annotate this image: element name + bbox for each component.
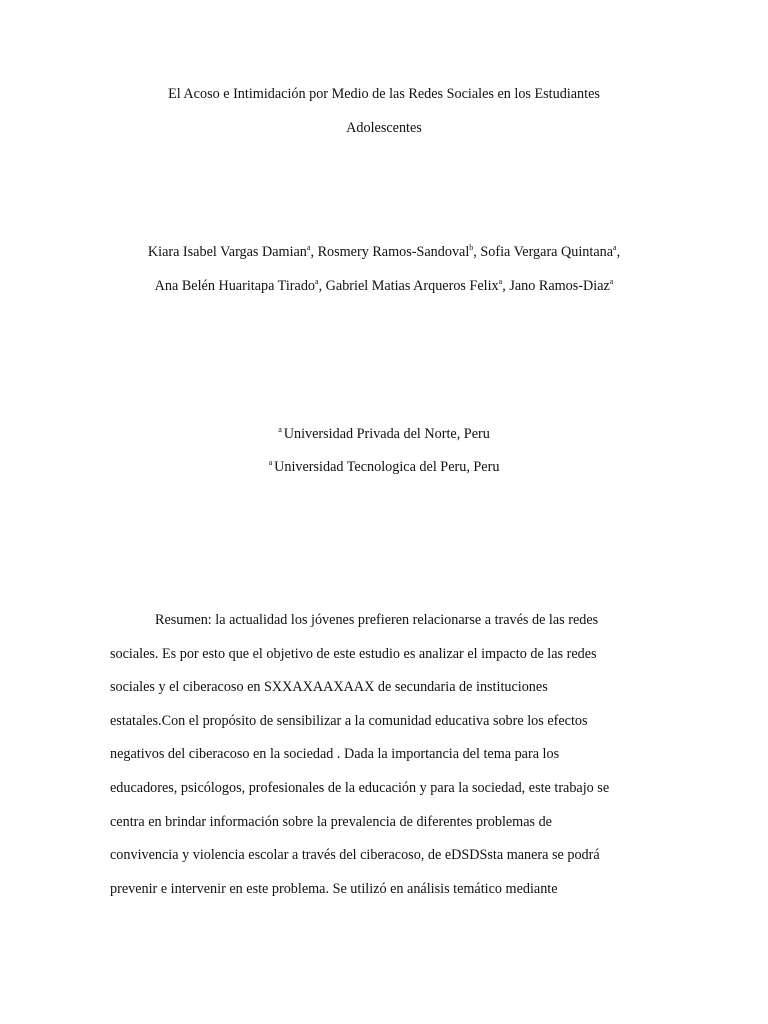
author-separator: , bbox=[310, 244, 318, 260]
affiliation-name: Universidad Tecnologica del Peru, Peru bbox=[274, 459, 500, 475]
author-affiliation-mark: b bbox=[469, 243, 474, 252]
affiliation-2 bbox=[0, 459, 768, 476]
paper-title-line-1: El Acoso e Intimidación por Medio de las Redes Sociales en los Estudiantes bbox=[168, 86, 600, 102]
author-separator: , bbox=[318, 278, 326, 294]
abstract-line: sociales. Es por esto que el objetivo de este estudio es analizar el impacto de las redes bbox=[110, 646, 597, 662]
author-separator: , bbox=[473, 244, 481, 260]
abstract-line: Resumen: la actualidad los jóvenes prefieren relacionarse a través de las redes bbox=[155, 612, 599, 628]
author-affiliation-mark: a bbox=[315, 277, 319, 286]
abstract-line: prevenir e intervenir en este problema. Se utilizó en análisis temático mediante bbox=[110, 881, 558, 897]
author-affiliation-mark: a bbox=[498, 277, 503, 286]
author-affiliation-mark: a bbox=[306, 243, 311, 252]
affiliation-mark: a bbox=[268, 458, 273, 467]
author-separator: , bbox=[502, 278, 510, 294]
abstract-line: convivencia y violencia escolar a través del ciberacoso, de eDSDSsta manera se podrá bbox=[110, 847, 600, 863]
author-affiliation-mark: a bbox=[613, 243, 617, 252]
author-separator: , bbox=[616, 244, 621, 260]
author-name: Gabriel Matias Arqueros Felix bbox=[325, 278, 499, 294]
author-name: Rosmery Ramos-Sandoval bbox=[317, 244, 470, 260]
abstract-line: estatales.Con el propósito de sensibilizar a la comunidad educativa sobre los efectos bbox=[110, 713, 588, 729]
abstract-line: centra en brindar información sobre la prevalencia de diferentes problemas de bbox=[110, 814, 552, 830]
abstract-line: educadores, psicólogos, profesionales de la educación y para la sociedad, este trabajo se bbox=[110, 780, 610, 796]
abstract-line: negativos del ciberacoso en la sociedad . Dada la importancia del tema para los bbox=[110, 746, 560, 762]
author-name: Jano Ramos-Diaz bbox=[509, 278, 610, 294]
author-name: Sofia Vergara Quintana bbox=[480, 244, 614, 260]
author-name: Kiara Isabel Vargas Damian bbox=[147, 244, 307, 260]
affiliation-name: Universidad Privada del Norte, Peru bbox=[283, 426, 490, 442]
affiliation-1 bbox=[0, 426, 768, 443]
author-line-2 bbox=[0, 278, 768, 295]
author-name: Ana Belén Huaritapa Tirado bbox=[154, 278, 316, 294]
paper-title-line-2: Adolescentes bbox=[346, 120, 422, 136]
author-line-1 bbox=[0, 244, 768, 261]
abstract-line: sociales y el ciberacoso en SXXAXAAXAAX de secundaria de instituciones bbox=[110, 679, 548, 695]
author-affiliation-mark: a bbox=[609, 277, 614, 286]
affiliation-mark: a bbox=[278, 425, 282, 434]
